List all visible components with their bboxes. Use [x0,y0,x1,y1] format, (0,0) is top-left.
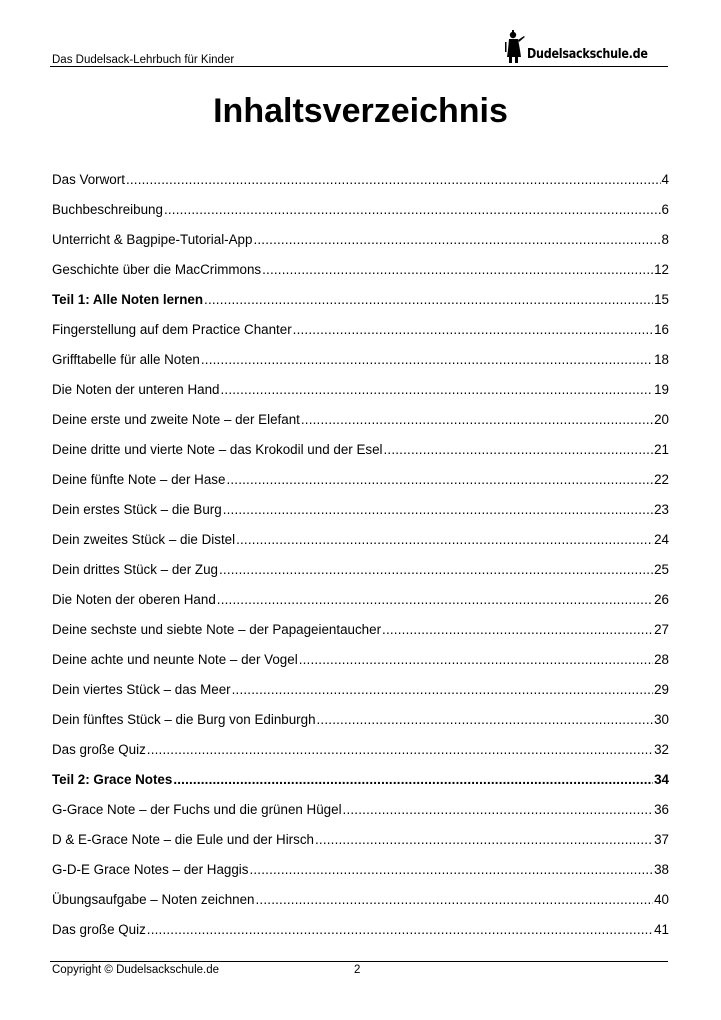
toc-leader-dots [217,592,653,607]
bagpiper-icon [505,30,525,64]
footer-page-number: 2 [354,964,361,976]
toc-entry[interactable] [52,502,669,532]
toc-entry[interactable] [52,922,669,952]
toc-entry-page: 38 [654,862,669,877]
toc-entry[interactable] [52,862,669,892]
toc-entry-label: Das große Quiz [52,922,146,937]
page-title: Inhaltsverzeichnis [213,92,508,130]
toc-entry-label: Die Noten der unteren Hand [52,382,220,397]
toc-leader-dots [301,412,653,427]
header-divider [50,66,668,67]
toc-entry-label: Teil 2: Grace Notes [52,772,173,787]
toc-entry-label: Fingerstellung auf dem Practice Chanter [52,322,292,337]
toc-entry[interactable] [52,652,669,682]
toc-entry-page: 21 [654,442,669,457]
toc-entry-label: Dein zweites Stück – die Distel [52,532,236,547]
toc-entry-label: Übungsaufgabe – Noten zeichnen [52,892,255,907]
toc-leader-dots [126,172,661,187]
toc-leader-dots [164,202,661,217]
toc-leader-dots [384,442,654,457]
toc-entry[interactable] [52,472,669,502]
toc-entry[interactable] [52,532,669,562]
toc-leader-dots [249,862,653,877]
toc-leader-dots [262,262,653,277]
toc-entry[interactable] [52,682,669,712]
header-book-title: Das Dudelsack-Lehrbuch für Kinder [52,54,235,66]
toc-entry-label: Grifftabelle für alle Noten [52,352,200,367]
toc-leader-dots [221,382,654,397]
toc-entry[interactable] [52,592,669,622]
toc-leader-dots [204,292,653,307]
toc-entry[interactable] [52,622,669,652]
toc-entry[interactable] [52,892,669,922]
toc-entry-page: 4 [661,172,669,187]
toc-entry-page: 26 [654,592,669,607]
toc-entry-label: Teil 1: Alle Noten lernen [52,292,204,307]
toc-leader-dots [223,502,653,517]
toc-entry-label: Deine sechste und siebte Note – der Papageientaucher [52,622,382,637]
toc-entry[interactable] [52,742,669,772]
toc-entry-page: 29 [654,682,669,697]
toc-entry-label: Dein viertes Stück – das Meer [52,682,231,697]
toc-entry-label: Deine achte und neunte Note – der Vogel [52,652,298,667]
toc-entry-page: 8 [661,232,669,247]
toc-entry[interactable] [52,202,669,232]
toc-entry-page: 28 [654,652,669,667]
logo [505,30,667,64]
toc-entry[interactable] [52,562,669,592]
toc-entry-label: Das große Quiz [52,742,146,757]
toc-entry[interactable] [52,772,669,802]
toc-entry-label: Dein drittes Stück – der Zug [52,562,218,577]
toc-entry-label: Dein fünftes Stück – die Burg von Edinburgh [52,712,316,727]
toc-entry-label: Das Vorwort [52,172,125,187]
toc-entry[interactable] [52,832,669,862]
toc-leader-dots [147,742,653,757]
toc-entry-label: Deine dritte und vierte Note – das Krokodil und der Esel [52,442,383,457]
toc-leader-dots [382,622,653,637]
toc-leader-dots [253,232,660,247]
toc-entry-page: 30 [654,712,669,727]
toc-entry-label: Deine erste und zweite Note – der Elefant [52,412,300,427]
toc-entry[interactable] [52,292,669,322]
toc-entry-page: 32 [654,742,669,757]
toc-entry[interactable] [52,172,669,202]
toc-entry-page: 34 [654,772,669,787]
toc-entry-label: D & E-Grace Note – die Eule und der Hirsch [52,832,314,847]
toc-entry[interactable] [52,412,669,442]
footer-copyright: Copyright © Dudelsackschule.de [52,964,220,976]
toc-entry-page: 20 [654,412,669,427]
toc-entry-page: 41 [654,922,669,937]
toc-entry-page: 19 [654,382,669,397]
toc-entry-page: 15 [654,292,669,307]
toc-entry[interactable] [52,442,669,472]
toc-leader-dots [147,922,653,937]
toc-entry-label: Die Noten der oberen Hand [52,592,216,607]
toc-entry-page: 25 [654,562,669,577]
toc-entry-label: G-Grace Note – der Fuchs und die grünen Hügel [52,802,342,817]
toc-entry[interactable] [52,262,669,292]
toc-entry[interactable] [52,802,669,832]
toc-entry-label: Dein erstes Stück – die Burg [52,502,222,517]
toc-entry-label: Geschichte über die MacCrimmons [52,262,262,277]
toc-entry[interactable] [52,322,669,352]
toc-entry[interactable] [52,712,669,742]
toc-entry-page: 27 [654,622,669,637]
toc-leader-dots [201,352,653,367]
toc-leader-dots [293,322,653,337]
toc-entry-label: Unterricht & Bagpipe-Tutorial-App [52,232,253,247]
toc-entry-label: Deine fünfte Note – der Hase [52,472,226,487]
toc-entry-page: 22 [654,472,669,487]
toc-entry-label: G-D-E Grace Notes – der Haggis [52,862,249,877]
table-of-contents [52,172,669,952]
toc-leader-dots [226,472,653,487]
toc-entry-page: 18 [654,352,669,367]
toc-entry[interactable] [52,232,669,262]
toc-entry-page: 6 [661,202,669,217]
toc-entry-label: Buchbeschreibung [52,202,163,217]
logo-text: Dudelsackschule.de [526,47,648,62]
toc-leader-dots [173,772,653,787]
toc-entry[interactable] [52,382,669,412]
toc-entry-page: 24 [654,532,669,547]
toc-leader-dots [315,832,653,847]
toc-leader-dots [299,652,653,667]
toc-leader-dots [256,892,654,907]
toc-leader-dots [343,802,654,817]
toc-entry-page: 40 [654,892,669,907]
toc-entry-page: 23 [654,502,669,517]
toc-leader-dots [232,682,653,697]
toc-leader-dots [236,532,653,547]
footer-divider [50,961,668,962]
toc-entry-page: 12 [654,262,669,277]
toc-entry-page: 36 [654,802,669,817]
toc-entry-page: 37 [654,832,669,847]
toc-leader-dots [317,712,654,727]
toc-entry[interactable] [52,352,669,382]
toc-entry-page: 16 [654,322,669,337]
toc-leader-dots [219,562,653,577]
